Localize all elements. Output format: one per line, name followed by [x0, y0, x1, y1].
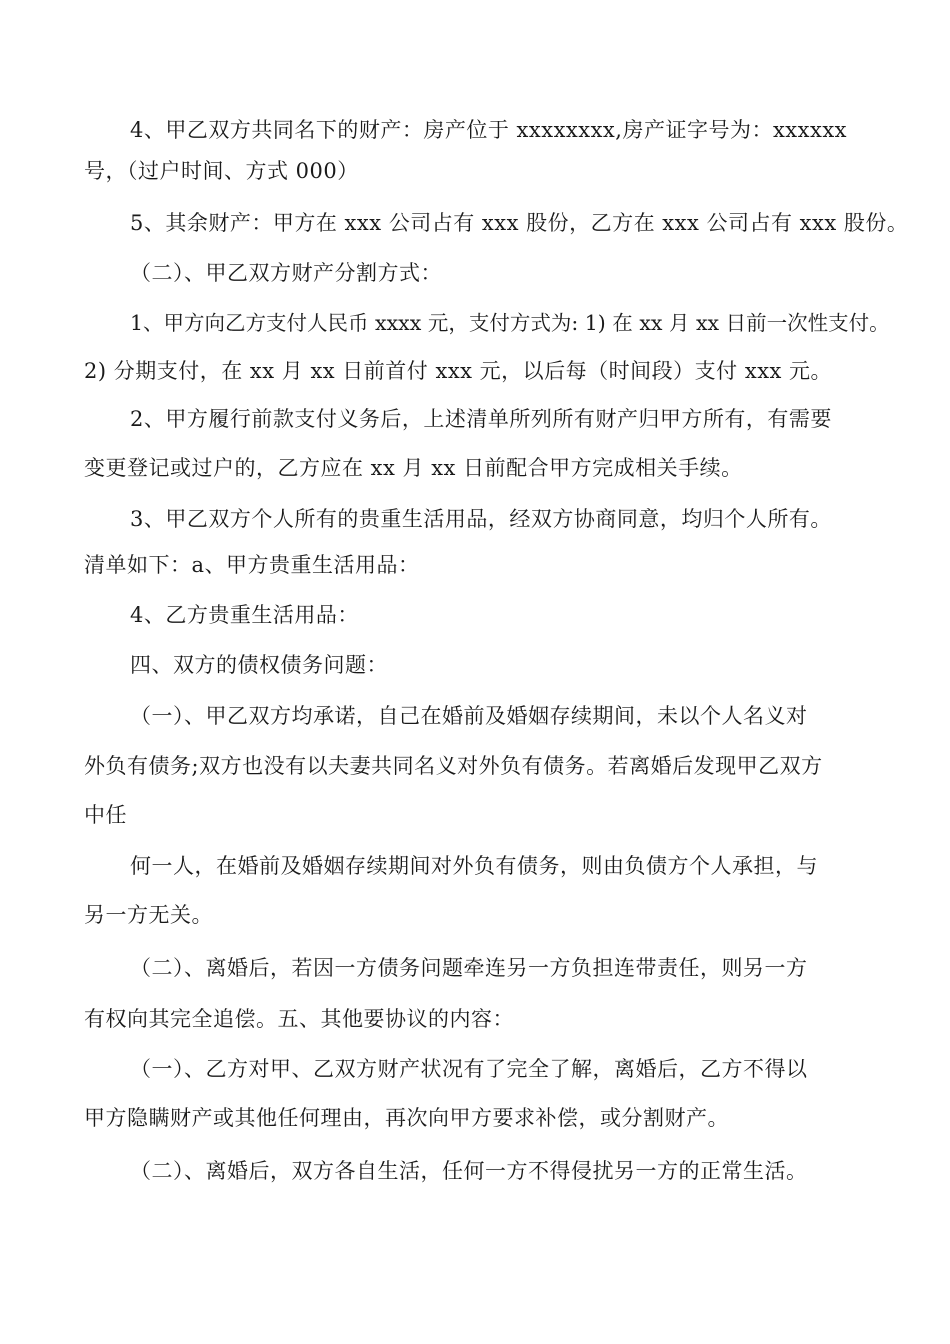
para-line-6	[84, 358, 832, 384]
para-line-19	[84, 1006, 514, 1032]
line-text: 另一方无关。	[84, 903, 213, 927]
line-text: 四、双方的债权债务问题：	[130, 653, 388, 677]
line-text: 甲方隐瞒财产或其他任何理由，再次向甲方要求补偿，或分割财产。	[84, 1106, 729, 1130]
line-text: （一）、乙方对甲、乙双方财产状况有了完全了解，离婚后，乙方不得以	[130, 1057, 808, 1081]
para-line-7	[130, 406, 832, 432]
line-text: 3、甲乙双方个人所有的贵重生活用品，经双方协商同意，均归个人所有。	[130, 507, 832, 531]
line-text: 外负有债务;双方也没有以夫妻共同名义对外负有债务。若离婚后发现甲乙双方	[84, 754, 823, 778]
section-heading-4	[130, 652, 388, 678]
line-text: 何一人，在婚前及婚姻存续期间对外负有债务，则由负债方个人承担，与	[130, 854, 818, 878]
line-text: （二）、甲乙双方财产分割方式：	[130, 261, 442, 285]
para-line-22	[130, 1158, 808, 1184]
para-line-9	[130, 506, 832, 532]
line-text: 4、乙方贵重生活用品：	[130, 603, 359, 627]
line-text: （二）、离婚后，若因一方债务问题牵连另一方负担连带责任，则另一方	[130, 956, 808, 980]
para-line-15	[84, 802, 127, 828]
para-line-10	[84, 552, 420, 578]
para-line-18	[130, 955, 808, 981]
line-text: 清单如下：a、甲方贵重生活用品：	[84, 553, 420, 577]
para-line-5	[130, 310, 890, 336]
line-text: 4、甲乙双方共同名下的财产：房产位于 xxxxxxxx,房产证字号为：xxxxxx	[130, 118, 848, 142]
para-line-11	[130, 602, 359, 628]
line-text: 号，（过户时间、方式 000）	[84, 159, 359, 183]
para-line-16	[130, 853, 818, 879]
line-text: 2、甲方履行前款支付义务后，上述清单所列所有财产归甲方所有，有需要	[130, 407, 832, 431]
line-text: （二）、离婚后，双方各自生活，任何一方不得侵扰另一方的正常生活。	[130, 1159, 808, 1183]
line-text: 变更登记或过户的，乙方应在 xx 月 xx 日前配合甲方完成相关手续。	[84, 456, 743, 480]
para-line-17	[84, 902, 213, 928]
line-text: 1、甲方向乙方支付人民币 xxxx 元，支付方式为: 1) 在 xx 月 xx 日前一次性支付。	[130, 311, 890, 335]
para-line-13	[130, 703, 808, 729]
para-line-14	[84, 753, 823, 779]
para-line-20	[130, 1056, 808, 1082]
section-heading	[130, 260, 442, 286]
line-text: （一）、甲乙双方均承诺，自己在婚前及婚姻存续期间，未以个人名义对	[130, 704, 808, 728]
para-line-21	[84, 1105, 729, 1131]
line-text: 中任	[84, 803, 127, 827]
para-line-2	[84, 158, 359, 184]
para-line-3	[130, 210, 908, 236]
line-text: 5、其余财产：甲方在 xxx 公司占有 xxx 股份，乙方在 xxx 公司占有 xxx 股份。	[130, 211, 909, 235]
line-text: 有权向其完全追偿。五、其他要协议的内容：	[84, 1007, 514, 1031]
line-text: 2) 分期支付，在 xx 月 xx 日前首付 xxx 元，以后每（时间段）支付 xxx 元。	[84, 359, 833, 383]
para-line-1	[130, 117, 847, 143]
para-line-8	[84, 455, 743, 481]
